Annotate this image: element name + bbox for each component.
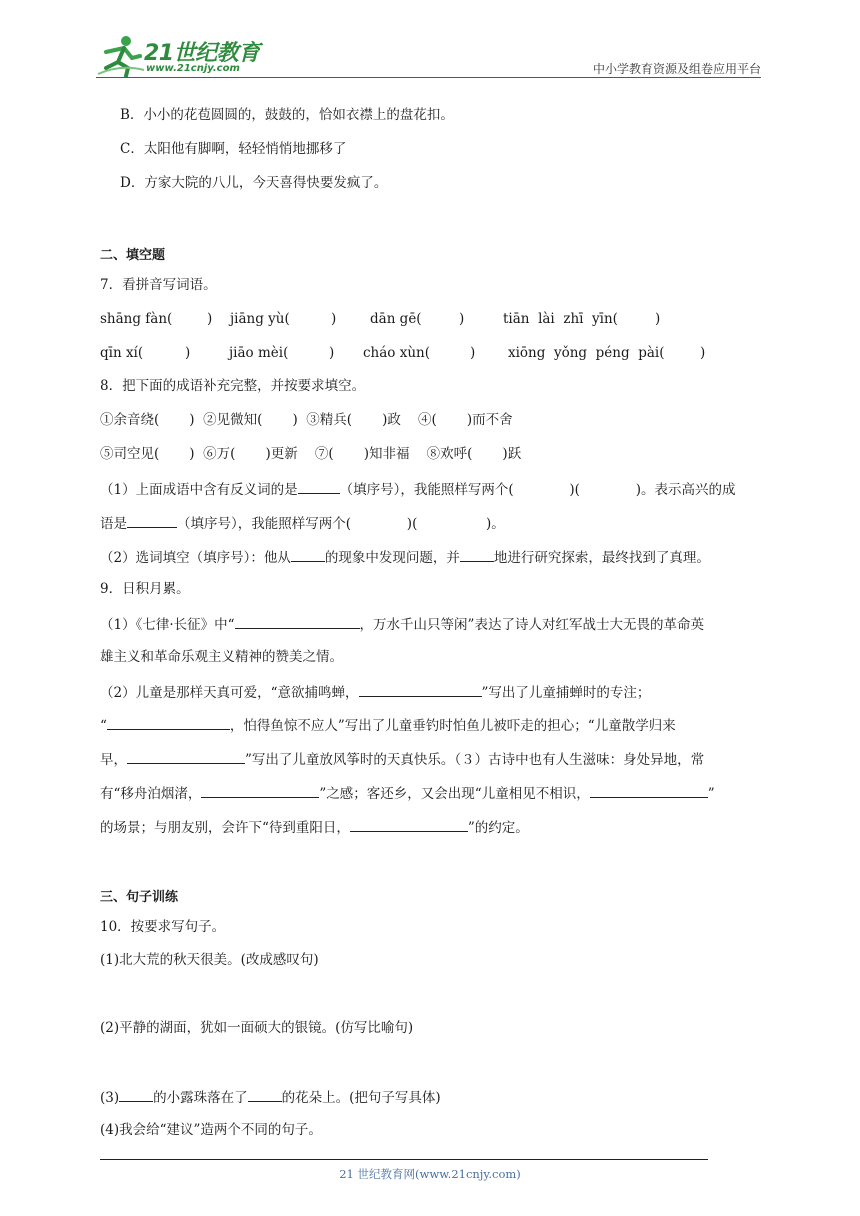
idiom-row-2: ⑤司空见( ) ⑥万( )更新 ⑦( )知非福 ⑧欢呼( )跃: [100, 446, 522, 462]
text: 早，: [100, 752, 127, 768]
pinyin-bracket: ): [329, 345, 335, 361]
option-d: D．方家大院的八儿，今天喜得快要发疯了。: [120, 175, 388, 191]
text: ”写出了儿童捕蝉时的专注；: [481, 685, 651, 701]
text: 地进行研究探索，最终找到了真理。: [493, 550, 710, 566]
footer-divider: [100, 1159, 708, 1160]
platform-name: 中小学教育资源及组卷应用平台: [592, 62, 761, 76]
answer-blank[interactable]: [107, 716, 230, 730]
text: ，怕得鱼惊不应人”写出了儿童垂钓时怕鱼儿被吓走的担心；“儿童散学归来: [229, 718, 676, 734]
section-title-fill-blank: 二、填空题: [100, 248, 166, 263]
answer-blank[interactable]: [350, 818, 468, 832]
q9-part3-line1: [100, 784, 715, 802]
pinyin-item: jiāng yù(: [230, 311, 290, 327]
pinyin-bracket: ): [185, 345, 191, 361]
text: 的花朵上。(把句子写具体): [281, 1090, 441, 1106]
pinyin-item: xiōng yǒng péng pài(: [508, 345, 665, 361]
q9-stem: 9．日积月累。: [100, 581, 190, 597]
text: 的现象中发现问题，并: [324, 550, 460, 566]
page-footer: 21 世纪教育网(www.21cnjy.com): [339, 1167, 521, 1181]
pinyin-bracket: ): [207, 311, 213, 327]
pinyin-bracket: ): [331, 311, 337, 327]
q10-item-1: (1)北大荒的秋天很美。(改成感叹句): [100, 952, 319, 968]
answer-blank[interactable]: [460, 548, 494, 562]
text: 有“移舟泊烟渚，: [100, 786, 202, 802]
q9-part1-line2: 雄主义和革命乐观主义精神的赞美之情。: [100, 649, 343, 665]
text: ，万水千山只等闲”表达了诗人对红军战士大无畏的革命英: [359, 617, 704, 633]
q9-part3-line2: [100, 818, 529, 836]
pinyin-bracket: ): [470, 345, 476, 361]
answer-blank[interactable]: [127, 514, 177, 528]
q10-item-2: (2)平静的湖面，犹如一面硕大的银镜。(仿写比喻句): [100, 1020, 414, 1036]
pinyin-item: dān gē(: [370, 311, 422, 327]
runner-logo-icon: [96, 34, 146, 78]
answer-blank[interactable]: [201, 784, 319, 798]
pinyin-bracket: ): [459, 311, 465, 327]
pinyin-item: tiān lài zhī yīn(: [503, 311, 618, 327]
text: ”之感；客还乡，又会出现“儿童相见不相识，: [319, 786, 590, 802]
q8-part1-line2: [100, 514, 505, 532]
logo-url: www.21cnjy.com: [146, 63, 240, 74]
q9-part2-line2: [100, 716, 676, 734]
pinyin-item: jiāo mèi(: [229, 345, 289, 361]
pinyin-bracket: ): [655, 311, 661, 327]
text: （1）上面成语中含有反义词的是: [100, 482, 298, 498]
text: 的小露珠落在了: [153, 1090, 248, 1106]
q8-part2: [100, 548, 710, 566]
text: “: [100, 718, 107, 734]
text: （1）《七律·长征》中“: [100, 617, 235, 633]
q8-part1-line1: [100, 480, 735, 498]
answer-blank[interactable]: [359, 683, 482, 697]
pinyin-item: cháo xùn(: [363, 345, 430, 361]
q8-stem: 8．把下面的成语补充完整，并按要求填空。: [100, 378, 366, 394]
answer-blank[interactable]: [235, 615, 360, 629]
answer-blank[interactable]: [291, 548, 325, 562]
q10-item-4: (4)我会给“建议”造两个不同的句子。: [100, 1122, 322, 1138]
q9-part2-line3: [100, 750, 704, 768]
option-b: B．小小的花苞圆圆的，鼓鼓的，恰如衣襟上的盘花扣。: [120, 107, 454, 123]
answer-blank[interactable]: [127, 750, 245, 764]
page-header: [96, 30, 761, 82]
idiom-row-1: ①余音绕( ) ②见微知( ) ③精兵( )政 ④( )而不舍: [100, 412, 513, 428]
answer-blank[interactable]: [248, 1088, 282, 1102]
pinyin-item: qīn xí(: [100, 345, 144, 361]
text: （2）选词填空（填序号）：他从: [100, 550, 291, 566]
logo-title: 21世纪教育: [144, 41, 260, 66]
text: ”的约定。: [467, 820, 529, 836]
option-c: C．太阳他有脚啊，轻轻悄悄地挪移了: [120, 141, 347, 157]
q7-stem: 7．看拼音写词语。: [100, 277, 217, 293]
pinyin-item: shāng fàn(: [100, 311, 173, 327]
header-divider: [96, 77, 761, 78]
answer-blank[interactable]: [298, 480, 340, 494]
site-logo: [96, 34, 266, 80]
text: （2）儿童是那样天真可爱，“意欲捕鸣蝉，: [100, 685, 359, 701]
answer-blank[interactable]: [119, 1088, 153, 1102]
q10-item-3: [100, 1088, 441, 1106]
q9-part1-line1: [100, 615, 704, 633]
answer-blank[interactable]: [590, 784, 708, 798]
section-title-sentence: 三、句子训练: [100, 890, 179, 905]
text: ”写出了儿童放风筝时的天真快乐。（３）古诗中也有人生滋味：身处异地，常: [245, 752, 705, 768]
text: 语是: [100, 516, 127, 532]
text: （填序号），我能照样写两个( )( )。: [177, 516, 505, 532]
text: （填序号），我能照样写两个( )( )。表示高兴的成: [339, 482, 736, 498]
q9-part2-line1: [100, 683, 650, 701]
text: ”: [707, 786, 715, 802]
q10-stem: 10．按要求写句子。: [100, 919, 226, 935]
text: (3): [100, 1090, 120, 1106]
pinyin-bracket: ): [700, 345, 706, 361]
text: 的场景；与朋友别，会许下“待到重阳日，: [100, 820, 350, 836]
